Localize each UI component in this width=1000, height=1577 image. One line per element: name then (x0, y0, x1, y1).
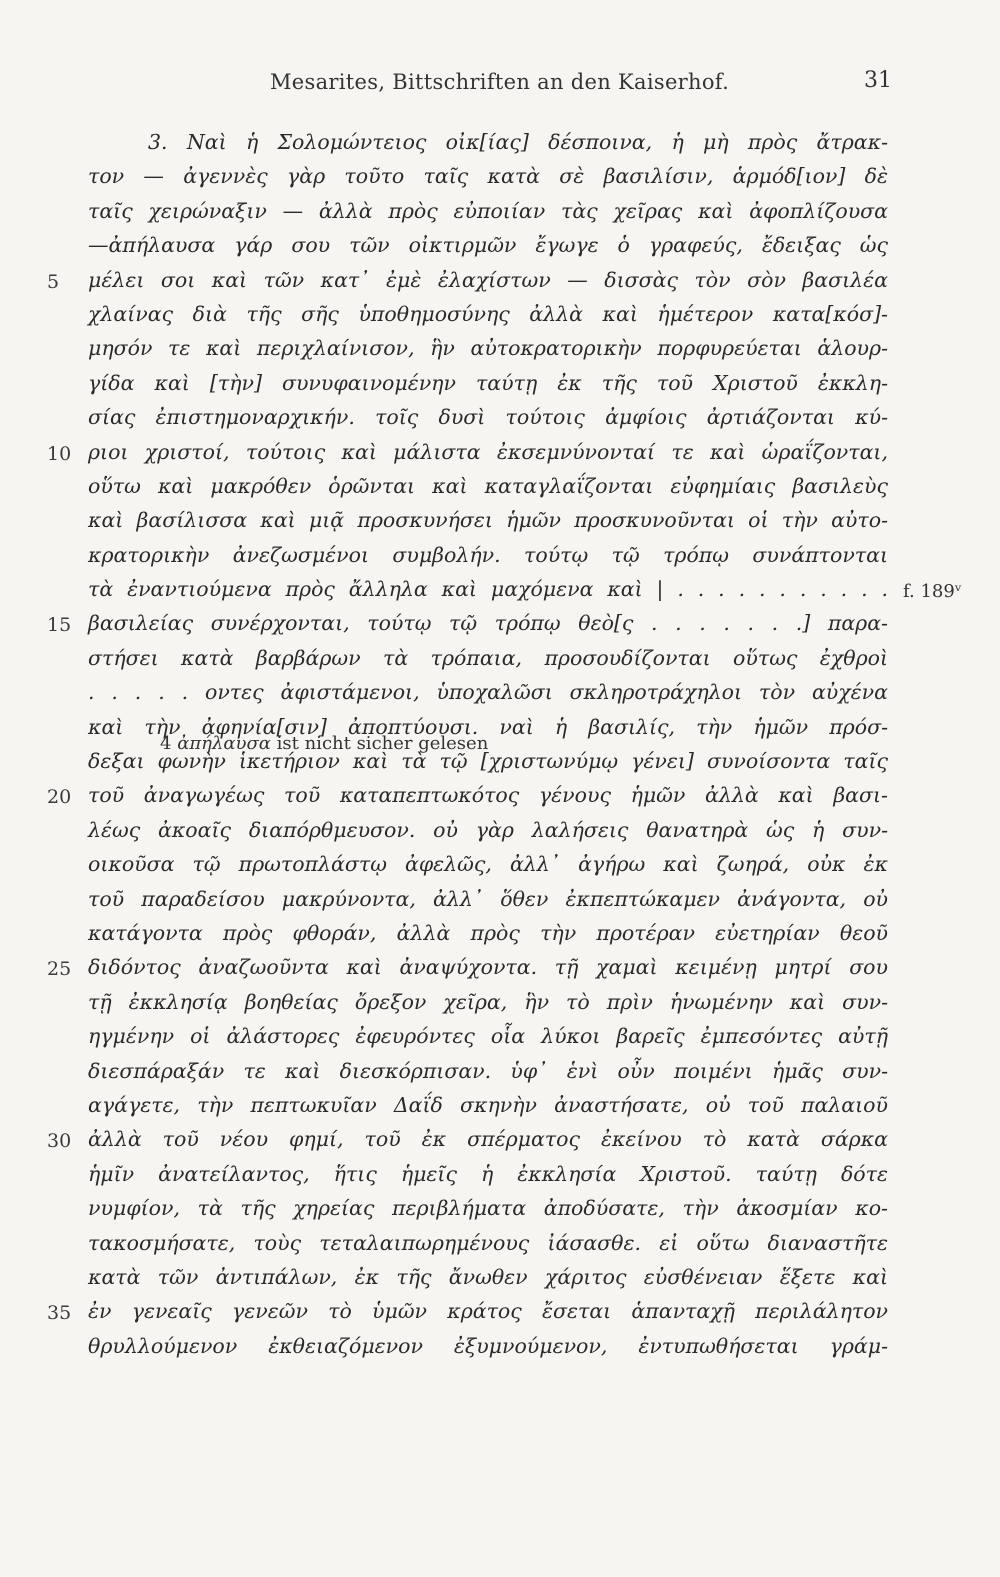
text-line (0, 508, 1000, 542)
line-text: γίδα καὶ [τὴν] συνυφαινομένην ταύτῃ ἐκ τῆς τοῦ Χριστοῦ ἐκκλη- (88, 370, 888, 395)
line-text: τῇ ἐκκλησίᾳ βοηθείας ὄρεξον χεῖρα, ἣν τὸ πρὶν ἡνωμένην καὶ συν- (88, 989, 888, 1014)
line-text: διδόντος ἀναζωοῦντα καὶ ἀναψύχοντα. τῇ χαμαὶ κειμένῃ μητρί σου (88, 955, 888, 980)
line-text: τον — ἀγεννὲς γὰρ τοῦτο ταῖς κατὰ σὲ βασιλίσιν, ἁρμόδ[ιον] δὲ (88, 164, 888, 189)
text-line (0, 783, 1000, 817)
line-text: διεσπάραξάν τε καὶ διεσκόρπισαν. ὑφ᾽ ἑνὶ οὖν ποιμένι ἡμᾶς συν- (88, 1058, 888, 1083)
line-number: 5 (47, 270, 60, 293)
text-line (0, 852, 1000, 886)
footnote-greek-word: ἀπήλαυσα (177, 733, 271, 754)
text-line (0, 749, 1000, 783)
text-line (0, 199, 1000, 233)
text-line (0, 1299, 1000, 1333)
text-line (0, 921, 1000, 955)
line-text: οὕτω καὶ μακρόθεν ὁρῶνται καὶ καταγλαΐζονται εὐφημίαις βασιλεὺς (88, 473, 888, 498)
line-text: τακοσμήσατε, τοὺς τεταλαιπωρημένους ἰάσασθε. εἰ οὕτω διαναστῆτε (88, 1230, 888, 1255)
line-text: στήσει κατὰ βαρβάρων τὰ τρόπαια, προσουδίζονται οὕτως ἐχθροὶ (88, 645, 888, 670)
line-text: αγάγετε, τὴν πεπτωκυῖαν Δαΐδ σκηνὴν ἀναστήσατε, οὐ τοῦ παλαιοῦ (88, 1092, 888, 1117)
text-line (0, 233, 1000, 267)
text-line (0, 887, 1000, 921)
line-text: δεξαι φωνὴν ἱκετήριον καὶ τὰ τῷ [χριστωνύμῳ γένει] συνοίσοντα ταῖς (88, 749, 888, 774)
line-text: μέλει σοι καὶ τῶν κατ᾽ ἐμὲ ἐλαχίστων — δισσὰς τὸν σὸν βασιλέα (88, 267, 888, 292)
text-line (0, 405, 1000, 439)
text-line (0, 474, 1000, 508)
line-text: κρατορικὴν ἀνεζωσμένοι συμβολήν. τούτῳ τῷ τρόπῳ συνάπτονται (88, 542, 888, 567)
text-line (0, 955, 1000, 989)
line-text: ριοι χριστοί, τούτοις καὶ μάλιστα ἐκσεμνύνονταί τε καὶ ὡραΐζονται, (88, 439, 888, 464)
line-number: 10 (47, 442, 72, 465)
text-line (0, 680, 1000, 714)
text-line (0, 1334, 1000, 1368)
line-text: ἡμῖν ἀνατείλαντος, ἥτις ἡμεῖς ἡ ἐκκλησία Χριστοῦ. ταύτῃ δότε (88, 1161, 888, 1186)
line-text: ταῖς χειρώναξιν — ἀλλὰ πρὸς εὐποιίαν τὰς χεῖρας καὶ ἀφοπλίζουσα (88, 198, 888, 223)
line-text: σίας ἐπιστημοναρχικήν. τοῖς δυσὶ τούτοις ἀμφίοις ἀρτιάζονται κύ- (88, 405, 888, 430)
line-text: . . . . . οντες ἀφιστάμενοι, ὑποχαλῶσι σκληροτράχηλοι τὸν αὐχένα (88, 680, 888, 705)
text-line (0, 164, 1000, 198)
text-line (0, 715, 1000, 749)
footnote-text: ist nicht sicher gelesen (276, 733, 489, 754)
text-line (0, 990, 1000, 1024)
line-number: 15 (47, 614, 72, 637)
text-line (0, 130, 1000, 164)
text-line (0, 646, 1000, 680)
text-line (0, 543, 1000, 577)
text-line (0, 336, 1000, 370)
line-text: λέως ἀκοαῖς διαπόρθμευσον. οὐ γὰρ λαλήσεις θανατηρὰ ὡς ἡ συν- (88, 817, 888, 842)
line-text: ἐν γενεαῖς γενεῶν τὸ ὑμῶν κράτος ἔσεται ἁπανταχῇ περιλάλητον (88, 1299, 888, 1324)
text-line (0, 1059, 1000, 1093)
text-line (0, 1093, 1000, 1127)
page-number: 31 (864, 68, 892, 93)
line-text: κατάγοντα πρὸς φθοράν, ἀλλὰ πρὸς τὴν προτέραν εὐετηρίαν θεοῦ (88, 920, 888, 945)
text-line (0, 1024, 1000, 1058)
line-text: 3. Ναὶ ἡ Σολομώντειος οἰκ[ίας] δέσποινα, ἡ μὴ πρὸς ἄτρακ- (148, 130, 888, 154)
line-text: βασιλείας συνέρχονται, τούτῳ τῷ τρόπῳ θεὸ[ς . . . . . . .] παρα- (88, 611, 888, 636)
footnote (160, 733, 488, 754)
line-text: καὶ τὴν ἀφηνία[σιν] ἀποπτύουσι. ναὶ ἡ βασιλίς, τὴν ἡμῶν πρόσ- (88, 714, 888, 739)
text-line (0, 302, 1000, 336)
line-text: τοῦ ἀναγωγέως τοῦ καταπεπτωκότος γένους ἡμῶν ἀλλὰ καὶ βασι- (88, 783, 888, 808)
line-number: 20 (47, 786, 72, 809)
text-line (0, 1196, 1000, 1230)
text-line (0, 1231, 1000, 1265)
text-line (0, 577, 1000, 611)
text-line (0, 611, 1000, 645)
text-line (0, 440, 1000, 474)
text-line (0, 371, 1000, 405)
line-text: κατὰ τῶν ἀντιπάλων, ἐκ τῆς ἄνωθεν χάριτος εὐσθένειαν ἕξετε καὶ (88, 1264, 888, 1289)
page-header (0, 70, 1000, 104)
line-text: νυμφίον, τὰ τῆς χηρείας περιβλήματα ἀποδύσατε, τὴν ἀκοσμίαν κο- (88, 1196, 888, 1221)
footnote-number: 4 (160, 733, 172, 754)
text-line (0, 1127, 1000, 1161)
line-number: 30 (47, 1130, 72, 1153)
running-head: Mesarites, Bittschriften an den Kaiserhof. (270, 70, 730, 94)
line-text: μησόν τε καὶ περιχλαίνισον, ἣν αὐτοκρατορικὴν πορφυρεύεται ἁλουρ- (88, 336, 888, 361)
line-text: τοῦ παραδείσου μακρύνοντα, ἀλλ᾽ ὅθεν ἐκπεπτώκαμεν ἀνάγοντα, οὐ (88, 886, 888, 911)
line-text: ηγμένην οἱ ἀλάστορες ἐφευρόντες οἷα λύκοι βαρεῖς ἐμπεσόντες αὐτῇ (88, 1024, 888, 1049)
line-text: χλαίνας διὰ τῆς σῆς ὑποθημοσύνης ἀλλὰ καὶ ἡμέτερον κατα[κόσ]- (88, 301, 888, 326)
text-line (0, 1162, 1000, 1196)
line-text: —ἀπήλαυσα γάρ σου τῶν οἰκτιρμῶν ἔγωγε ὁ γραφεύς, ἔδειξας ὡς (88, 233, 888, 258)
line-text: τὰ ἐναντιούμενα πρὸς ἄλληλα καὶ μαχόμενα καὶ | . . . . . . . . . . . (88, 577, 888, 602)
main-text (0, 130, 1000, 1368)
line-text: ἀλλὰ τοῦ νέου φημί, τοῦ ἐκ σπέρματος ἐκείνου τὸ κατὰ σάρκα (88, 1127, 888, 1152)
text-line (0, 268, 1000, 302)
text-line (0, 818, 1000, 852)
line-number: 25 (47, 958, 72, 981)
text-line (0, 1265, 1000, 1299)
folio-marginal-note: f. 189ᵛ (903, 581, 962, 603)
line-text: οικοῦσα τῷ πρωτοπλάστῳ ἀφελῶς, ἀλλ᾽ ἀγήρω καὶ ζωηρά, οὐκ ἐκ (88, 852, 888, 877)
line-number: 35 (47, 1302, 72, 1325)
line-text: θρυλλούμενον ἐκθειαζόμενον ἐξυμνούμενον, ἐντυπωθήσεται γράμ- (88, 1333, 888, 1358)
line-text: καὶ βασίλισσα καὶ μιᾷ προσκυνήσει ἡμῶν προσκυνοῦνται οἱ τὴν αὐτο- (88, 508, 888, 533)
